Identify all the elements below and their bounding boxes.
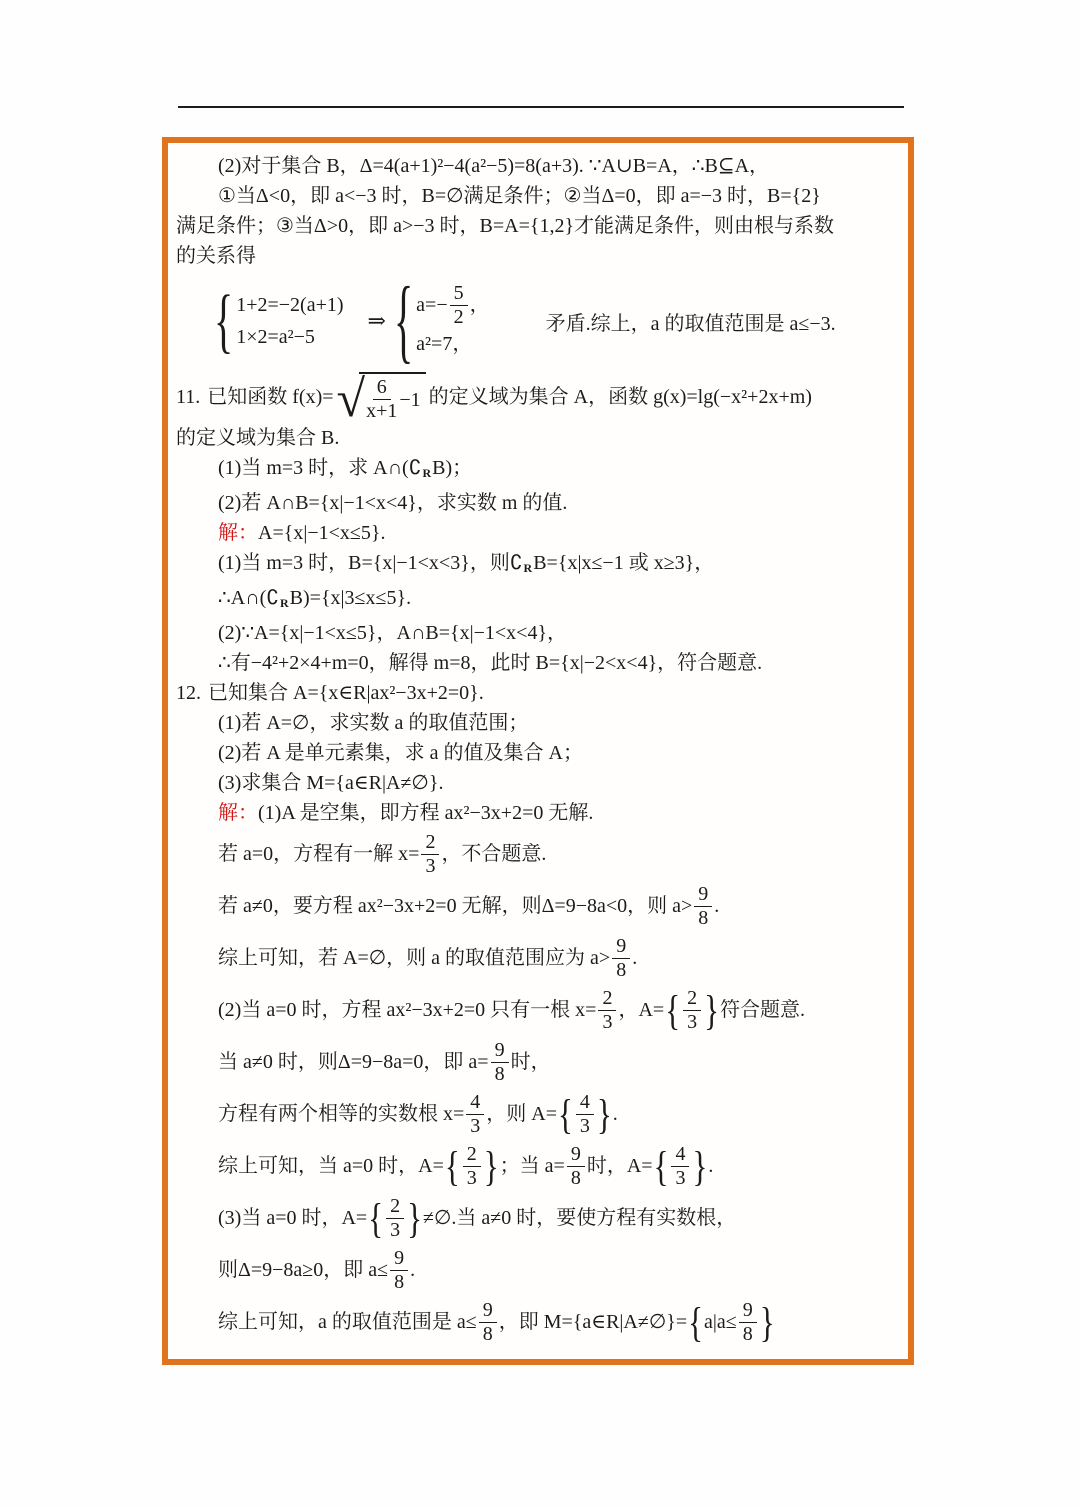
text-run: 当 a≠0 时，则Δ=9−8a=0，即 a= xyxy=(218,1051,489,1073)
para-12-line3 xyxy=(176,880,896,932)
fraction-numerator: 2 xyxy=(683,988,701,1011)
conclusion-text: 矛盾.综上，a 的取值范围是 a≤−3. xyxy=(545,312,836,335)
para-12-line8 xyxy=(176,1140,896,1192)
text-run: a|a≤ xyxy=(704,1311,737,1333)
fraction-9-8 xyxy=(491,1040,509,1085)
equation: a²=7， xyxy=(416,332,473,355)
fraction-numerator: 4 xyxy=(671,1144,689,1167)
fraction-9-8 xyxy=(390,1248,408,1293)
system-right-column xyxy=(416,283,489,360)
subscript-R: R xyxy=(280,596,289,610)
fraction-numerator: 9 xyxy=(694,884,712,907)
fraction-numerator: 4 xyxy=(576,1092,594,1115)
text-run: (1)当 m=3 时，求 A∩(∁ xyxy=(218,457,422,479)
fraction-numerator: 9 xyxy=(739,1300,757,1323)
text-run: 的关系得 xyxy=(176,245,256,267)
right-brace-icon: } xyxy=(407,1194,422,1242)
text-run: ，A= xyxy=(618,999,665,1021)
system-left-column xyxy=(236,289,343,353)
radicand xyxy=(359,372,426,422)
left-brace-icon: { xyxy=(393,266,414,373)
fraction-9-8 xyxy=(612,936,630,981)
text-run: B)； xyxy=(432,457,473,479)
fraction-numerator: 9 xyxy=(491,1040,509,1063)
fraction-2-3 xyxy=(386,1196,404,1241)
fraction-denominator: x+1 xyxy=(366,400,398,422)
equation: 1+2=−2(a+1) xyxy=(236,294,344,316)
right-brace-icon: } xyxy=(704,986,719,1034)
square-root-expression xyxy=(336,371,426,428)
para-11-a3 xyxy=(176,618,896,648)
fraction-5-2 xyxy=(450,283,468,328)
text-run: 综上可知，当 a=0 时，A= xyxy=(218,1155,444,1177)
fraction-2-3 xyxy=(598,988,616,1033)
fraction-denominator: 8 xyxy=(482,1322,493,1345)
fraction-9-8 xyxy=(567,1144,585,1189)
subscript-R: R xyxy=(523,561,533,575)
fraction-denominator: 8 xyxy=(570,1166,581,1189)
text-run: 符合题意. xyxy=(719,999,805,1021)
fraction-numerator: 9 xyxy=(479,1300,497,1323)
text-run: −1 xyxy=(399,388,421,411)
fraction-9-8 xyxy=(739,1300,757,1345)
fraction-denominator: 8 xyxy=(616,958,627,981)
text-run: 已知函数 f(x)= xyxy=(207,386,334,408)
para-12-line7 xyxy=(176,1088,896,1140)
text-run: 的定义域为集合 B. xyxy=(176,427,340,449)
para-12-line11 xyxy=(176,1296,896,1348)
para-12-intro xyxy=(176,678,896,708)
text-run: 已知集合 A={x∈R|ax²−3x+2=0}. xyxy=(208,682,484,704)
right-brace-icon: } xyxy=(692,1142,708,1190)
fraction-numerator: 2 xyxy=(598,988,616,1011)
fraction-4-3 xyxy=(671,1144,689,1189)
fraction-denominator: 3 xyxy=(390,1218,401,1241)
para-12-q2 xyxy=(176,738,896,768)
text-run: 综上可知，若 A=∅，则 a 的取值范围应为 a> xyxy=(218,947,611,969)
fraction-numerator: 2 xyxy=(386,1196,404,1219)
text-run: (3)当 a=0 时，A= xyxy=(218,1207,368,1229)
text-run: ，则 A= xyxy=(486,1103,558,1125)
text-run: ∴A∩(∁ xyxy=(218,587,279,609)
implies-arrow-icon: ⇒ xyxy=(367,308,386,333)
equation xyxy=(416,283,489,328)
fraction-numerator: 5 xyxy=(450,283,468,306)
para-12-solution-start xyxy=(176,798,896,828)
fraction-6-x1 xyxy=(366,377,397,422)
equation-system xyxy=(214,266,896,373)
top-rule xyxy=(178,106,904,108)
para-11-a2 xyxy=(176,583,896,618)
para-12-line2 xyxy=(176,828,896,880)
fraction-2-3 xyxy=(463,1144,481,1189)
text-run: ①当Δ<0，即 a<−3 时，B=∅满足条件；②当Δ=0，即 a=−3 时，B={2} xyxy=(218,185,821,207)
left-brace-icon: { xyxy=(558,1090,573,1138)
fraction-denominator: 2 xyxy=(453,305,464,328)
text-run: ，不合题意. xyxy=(441,843,547,865)
fraction-4-3 xyxy=(576,1092,594,1137)
left-brace-icon: { xyxy=(214,279,234,361)
fraction-numerator: 9 xyxy=(567,1144,585,1167)
text-run: (2)当 a=0 时，方程 ax²−3x+2=0 只有一根 x= xyxy=(218,999,597,1021)
fraction-denominator: 3 xyxy=(675,1166,686,1189)
fraction-numerator: 6 xyxy=(373,377,391,400)
fraction-denominator: 8 xyxy=(698,906,709,929)
para-10-line2 xyxy=(176,181,896,211)
answer-box xyxy=(162,137,914,1365)
fraction-denominator: 8 xyxy=(494,1062,505,1085)
para-12-line9 xyxy=(176,1192,896,1244)
fraction-denominator: 3 xyxy=(602,1010,613,1033)
text-run: ，即 M={a∈R|A≠∅}= xyxy=(498,1311,688,1333)
text-run: 方程有两个相等的实数根 x= xyxy=(218,1103,465,1125)
fraction-denominator: 3 xyxy=(687,1010,698,1033)
text-run: 若 a=0，方程有一解 x= xyxy=(218,843,420,865)
fraction-numerator: 9 xyxy=(612,936,630,959)
solution-label: 解： xyxy=(218,802,258,824)
right-brace-icon: } xyxy=(483,1142,499,1190)
para-11-intro xyxy=(176,371,896,428)
text-run: 若 a≠0，要方程 ax²−3x+2=0 无解，则Δ=9−8a<0，则 a> xyxy=(218,895,693,917)
para-11-q2 xyxy=(176,488,896,518)
fraction-2-3 xyxy=(683,988,701,1033)
text-run: . xyxy=(410,1259,416,1281)
fraction-9-8 xyxy=(479,1300,497,1345)
para-10-line4 xyxy=(176,241,896,271)
text-run: ；当 a= xyxy=(499,1155,565,1177)
para-12-line5 xyxy=(176,984,896,1036)
fraction-denominator: 3 xyxy=(425,854,436,877)
solution-label: 解： xyxy=(218,522,258,544)
fraction-2-3 xyxy=(421,832,439,877)
text-run: a=− xyxy=(416,294,448,316)
text-run: 满足条件；③当Δ>0，即 a>−3 时，B=A={1,2}才能满足条件，则由根与系数 xyxy=(176,215,835,237)
fraction-denominator: 3 xyxy=(466,1166,477,1189)
text-run: (2)对于集合 B，Δ=4(a+1)²−4(a²−5)=8(a+3). ∵A∪B=A，∴B⊆A， xyxy=(218,155,770,177)
para-11-q1 xyxy=(176,453,896,488)
left-brace-icon: { xyxy=(688,1298,704,1346)
fraction-4-3 xyxy=(466,1092,484,1137)
text-run: 时，A= xyxy=(586,1155,653,1177)
para-10-line3 xyxy=(176,211,896,241)
fraction-numerator: 4 xyxy=(466,1092,484,1115)
para-10-line1 xyxy=(176,151,896,181)
text-run: (2)若 A 是单元素集，求 a 的值及集合 A； xyxy=(218,742,583,764)
text-run: ≠∅.当 a≠0 时，要使方程有实数根， xyxy=(422,1207,737,1229)
fraction-denominator: 3 xyxy=(579,1114,590,1137)
right-brace-icon: } xyxy=(759,1298,775,1346)
subscript-R: R xyxy=(422,466,432,480)
fraction-numerator: 9 xyxy=(390,1248,408,1271)
para-12-q1 xyxy=(176,708,896,738)
text-run: (2)若 A∩B={x|−1<x<4}，求实数 m 的值. xyxy=(218,492,568,514)
text-run: 综上可知，a 的取值范围是 a≤ xyxy=(218,1311,477,1333)
text-run: 时， xyxy=(510,1051,551,1073)
text-run: B={x|x≤−1 或 x≥3}， xyxy=(533,552,715,574)
text-run: (1)A 是空集，即方程 ax²−3x+2=0 无解. xyxy=(258,802,594,824)
text-run: 的定义域为集合 A，函数 g(x)=lg(−x²+2x+m) xyxy=(428,386,812,408)
left-brace-icon: { xyxy=(653,1142,669,1190)
text-run: (2)∵A={x|−1<x≤5}，A∩B={x|−1<x<4}， xyxy=(218,622,568,644)
fraction-numerator: 2 xyxy=(421,832,439,855)
fraction-denominator: 8 xyxy=(394,1270,405,1293)
text-run: . xyxy=(708,1155,714,1177)
para-12-line6 xyxy=(176,1036,896,1088)
para-12-line4 xyxy=(176,932,896,984)
text-run: . xyxy=(632,947,638,969)
para-11-a1 xyxy=(176,548,896,583)
left-brace-icon: { xyxy=(444,1142,460,1190)
fraction-9-8 xyxy=(694,884,712,929)
left-brace-icon: { xyxy=(665,986,681,1034)
item-number: 12. xyxy=(176,682,201,704)
para-12-line10 xyxy=(176,1244,896,1296)
item-number: 11. xyxy=(176,386,201,408)
para-11-line2 xyxy=(176,423,896,453)
text-run: . xyxy=(612,1103,618,1125)
fraction-numerator: 2 xyxy=(463,1144,481,1167)
text-run: (1)若 A=∅，求实数 a 的取值范围； xyxy=(218,712,529,734)
text-run: B)={x|3≤x≤5}. xyxy=(289,587,412,609)
para-11-solution-start xyxy=(176,518,896,548)
text-run: (1)当 m=3 时，B={x|−1<x<3}，则∁ xyxy=(218,552,523,574)
fraction-denominator: 3 xyxy=(470,1114,481,1137)
text-run: ∴有−4²+2×4+m=0，解得 m=8，此时 B={x|−2<x<4}，符合题意. xyxy=(218,652,763,674)
text-run: ， xyxy=(469,294,490,316)
right-brace-icon: } xyxy=(596,1090,612,1138)
text-run: . xyxy=(714,895,720,917)
left-brace-icon: { xyxy=(368,1194,384,1242)
fraction-denominator: 8 xyxy=(742,1322,753,1345)
para-11-a4 xyxy=(176,648,896,678)
equation: 1×2=a²−5 xyxy=(236,326,315,348)
radical-sign-icon: √ xyxy=(336,371,366,428)
text-run: 则Δ=9−8a≥0，即 a≤ xyxy=(218,1259,389,1281)
text-run: (3)求集合 M={a∈R|A≠∅}. xyxy=(218,772,444,794)
text-run: A={x|−1<x≤5}. xyxy=(258,522,386,544)
para-12-q3 xyxy=(176,768,896,798)
